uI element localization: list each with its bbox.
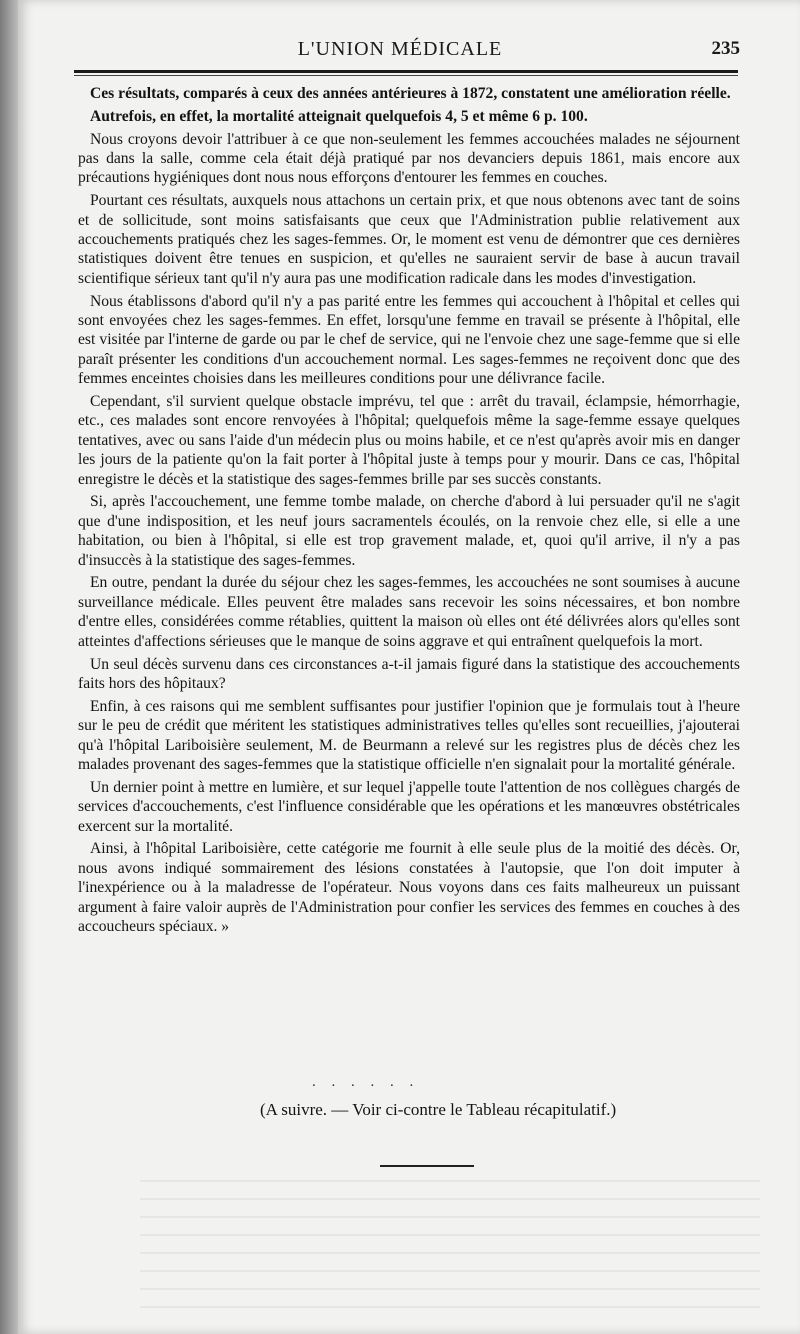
page-binding-edge [0, 0, 18, 1334]
page-header [60, 38, 740, 68]
article-body [78, 84, 740, 940]
paragraph: Enfin, à ces raisons qui me semblent suffisantes pour justifier l'opinion que je formulais tout à l'heure sur le peu de crédit que méritent les statistiques administratives telles qu'elles sont recueillies, j'ajouterai qu'à l'hôpital Lariboisière seulement, M. de Beurmann a relevé sur les registres plus de décès chez les malades provenant des sages-femmes que la statistique officielle n'en signalait pour la mortalité générale. [78, 697, 740, 773]
paragraph: Autrefois, en effet, la mortalité atteignait quelquefois 4, 5 et même 6 p. 100. [90, 107, 588, 125]
running-title: L'UNION MÉDICALE [297, 38, 503, 60]
paragraph: Un dernier point à mettre en lumière, et sur lequel j'appelle toute l'attention de nos collègues chargés de services d'accouchements, c'est l'influence considérable que les opérations et les manœuvres obstétricales exercent sur la mortalité. [78, 778, 740, 835]
ellipsis-dots: . . . . . . [312, 1074, 420, 1090]
paragraph: Un seul décès survenu dans ces circonstances a-t-il jamais figuré dans la statistique des accouchements faits hors des hôpitaux? [78, 655, 740, 692]
paragraph: Pourtant ces résultats, auxquels nous attachons un certain prix, et que nous obtenons avec tant de soins et de sollicitude, sont moins satisfaisants que ceux que l'Administration publie relativement aux accouchements pratiqués chez les sages-femmes. Or, le moment est venu de démontrer que ces dernières statistiques doivent être tenues en suspicion, et qu'elles ne sauraient servir de base à aucun travail scientifique sérieux tant qu'il n'y aura pas une modification radicale dans les modes d'investigation. [78, 192, 740, 287]
paragraph: Ainsi, à l'hôpital Lariboisière, cette catégorie me fournit à elle seule plus de la moitié des décès. Or, nous avons indiqué sommairement des lésions constatées à l'autopsie, que l'on doit imputer à l'inexpérience ou à la maladresse de l'opérateur. Nous voyons dans ces faits malheureux un puissant argument à faire valoir auprès de l'Administration pour confier les services des femmes en couches à des accoucheurs spéciaux. » [78, 840, 740, 935]
header-rule-thin [74, 75, 738, 76]
end-rule [380, 1165, 474, 1167]
header-rule [74, 70, 738, 73]
show-through-texture [140, 1180, 760, 1320]
paragraph: Nous établissons d'abord qu'il n'y a pas parité entre les femmes qui accouchent à l'hôpital et celles qui sont envoyées chez les sages-femmes. En effet, lorsqu'une femme en travail se présente à l'hôpital, elle est visitée par l'interne de garde ou par le chef de service, qui ne l'envoie chez une sage-femme que si elle paraît présenter les conditions d'un accouchement normal. Les sages-femmes ne reçoivent donc que des femmes enceintes choisies dans les meilleures conditions pour une délivrance facile. [78, 292, 740, 388]
page-number: 235 [711, 38, 740, 59]
paragraph: En outre, pendant la durée du séjour chez les sages-femmes, les accouchées ne sont soumises à aucune surveillance médicale. Elles peuvent être malades sans recevoir les soins nécessaires, et bon nombre d'entre elles, considérées comme rétablies, quittent la maison où elles ont été délivrées alors qu'elles sont atteintes d'affections sérieuses que le manque de soins aggrave et qui entraînent quelquefois la mort. [78, 574, 740, 650]
paragraph: Cependant, s'il survient quelque obstacle imprévu, tel que : arrêt du travail, éclampsie, hémorrhagie, etc., ces malades sont encore renvoyées à l'hôpital; quelquefois même la sage-femme essaye quelques tentatives, avec ou sans l'aide d'un médecin plus ou moins habile, et ce n'est qu'après avoir mis en danger les jours de la patiente qu'on la fait porter à l'hôpital juste à temps pour y mourir. Dans ce cas, l'hôpital enregistre le décès et la statistique des sages-femmes brille par ses succès constants. [78, 393, 740, 488]
paragraph: Nous croyons devoir l'attribuer à ce que non-seulement les femmes accouchées malades ne séjournent pas dans la salle, comme cela était déjà pratiqué par nos devanciers depuis 1861, mais encore aux précautions hygiéniques dont nous nous efforçons d'entourer les femmes en couches. [78, 130, 740, 187]
paragraph: Si, après l'accouchement, une femme tombe malade, on cherche d'abord à lui persuader qu'il ne s'agit que d'une indisposition, et les neuf jours sacramentels écoulés, on la renvoie chez elle, si elle a une habitation, ou bien à l'hôpital, si elle est trop gravement malade, et, quoi qu'il arrive, il n'y a pas d'insuccès à la statistique des sages-femmes. [78, 493, 740, 569]
continuation-note: (A suivre. — Voir ci-contre le Tableau récapitulatif.) [260, 1100, 617, 1119]
paragraph: Ces résultats, comparés à ceux des années antérieures à 1872, constatent une amélioration réelle. [90, 85, 731, 102]
